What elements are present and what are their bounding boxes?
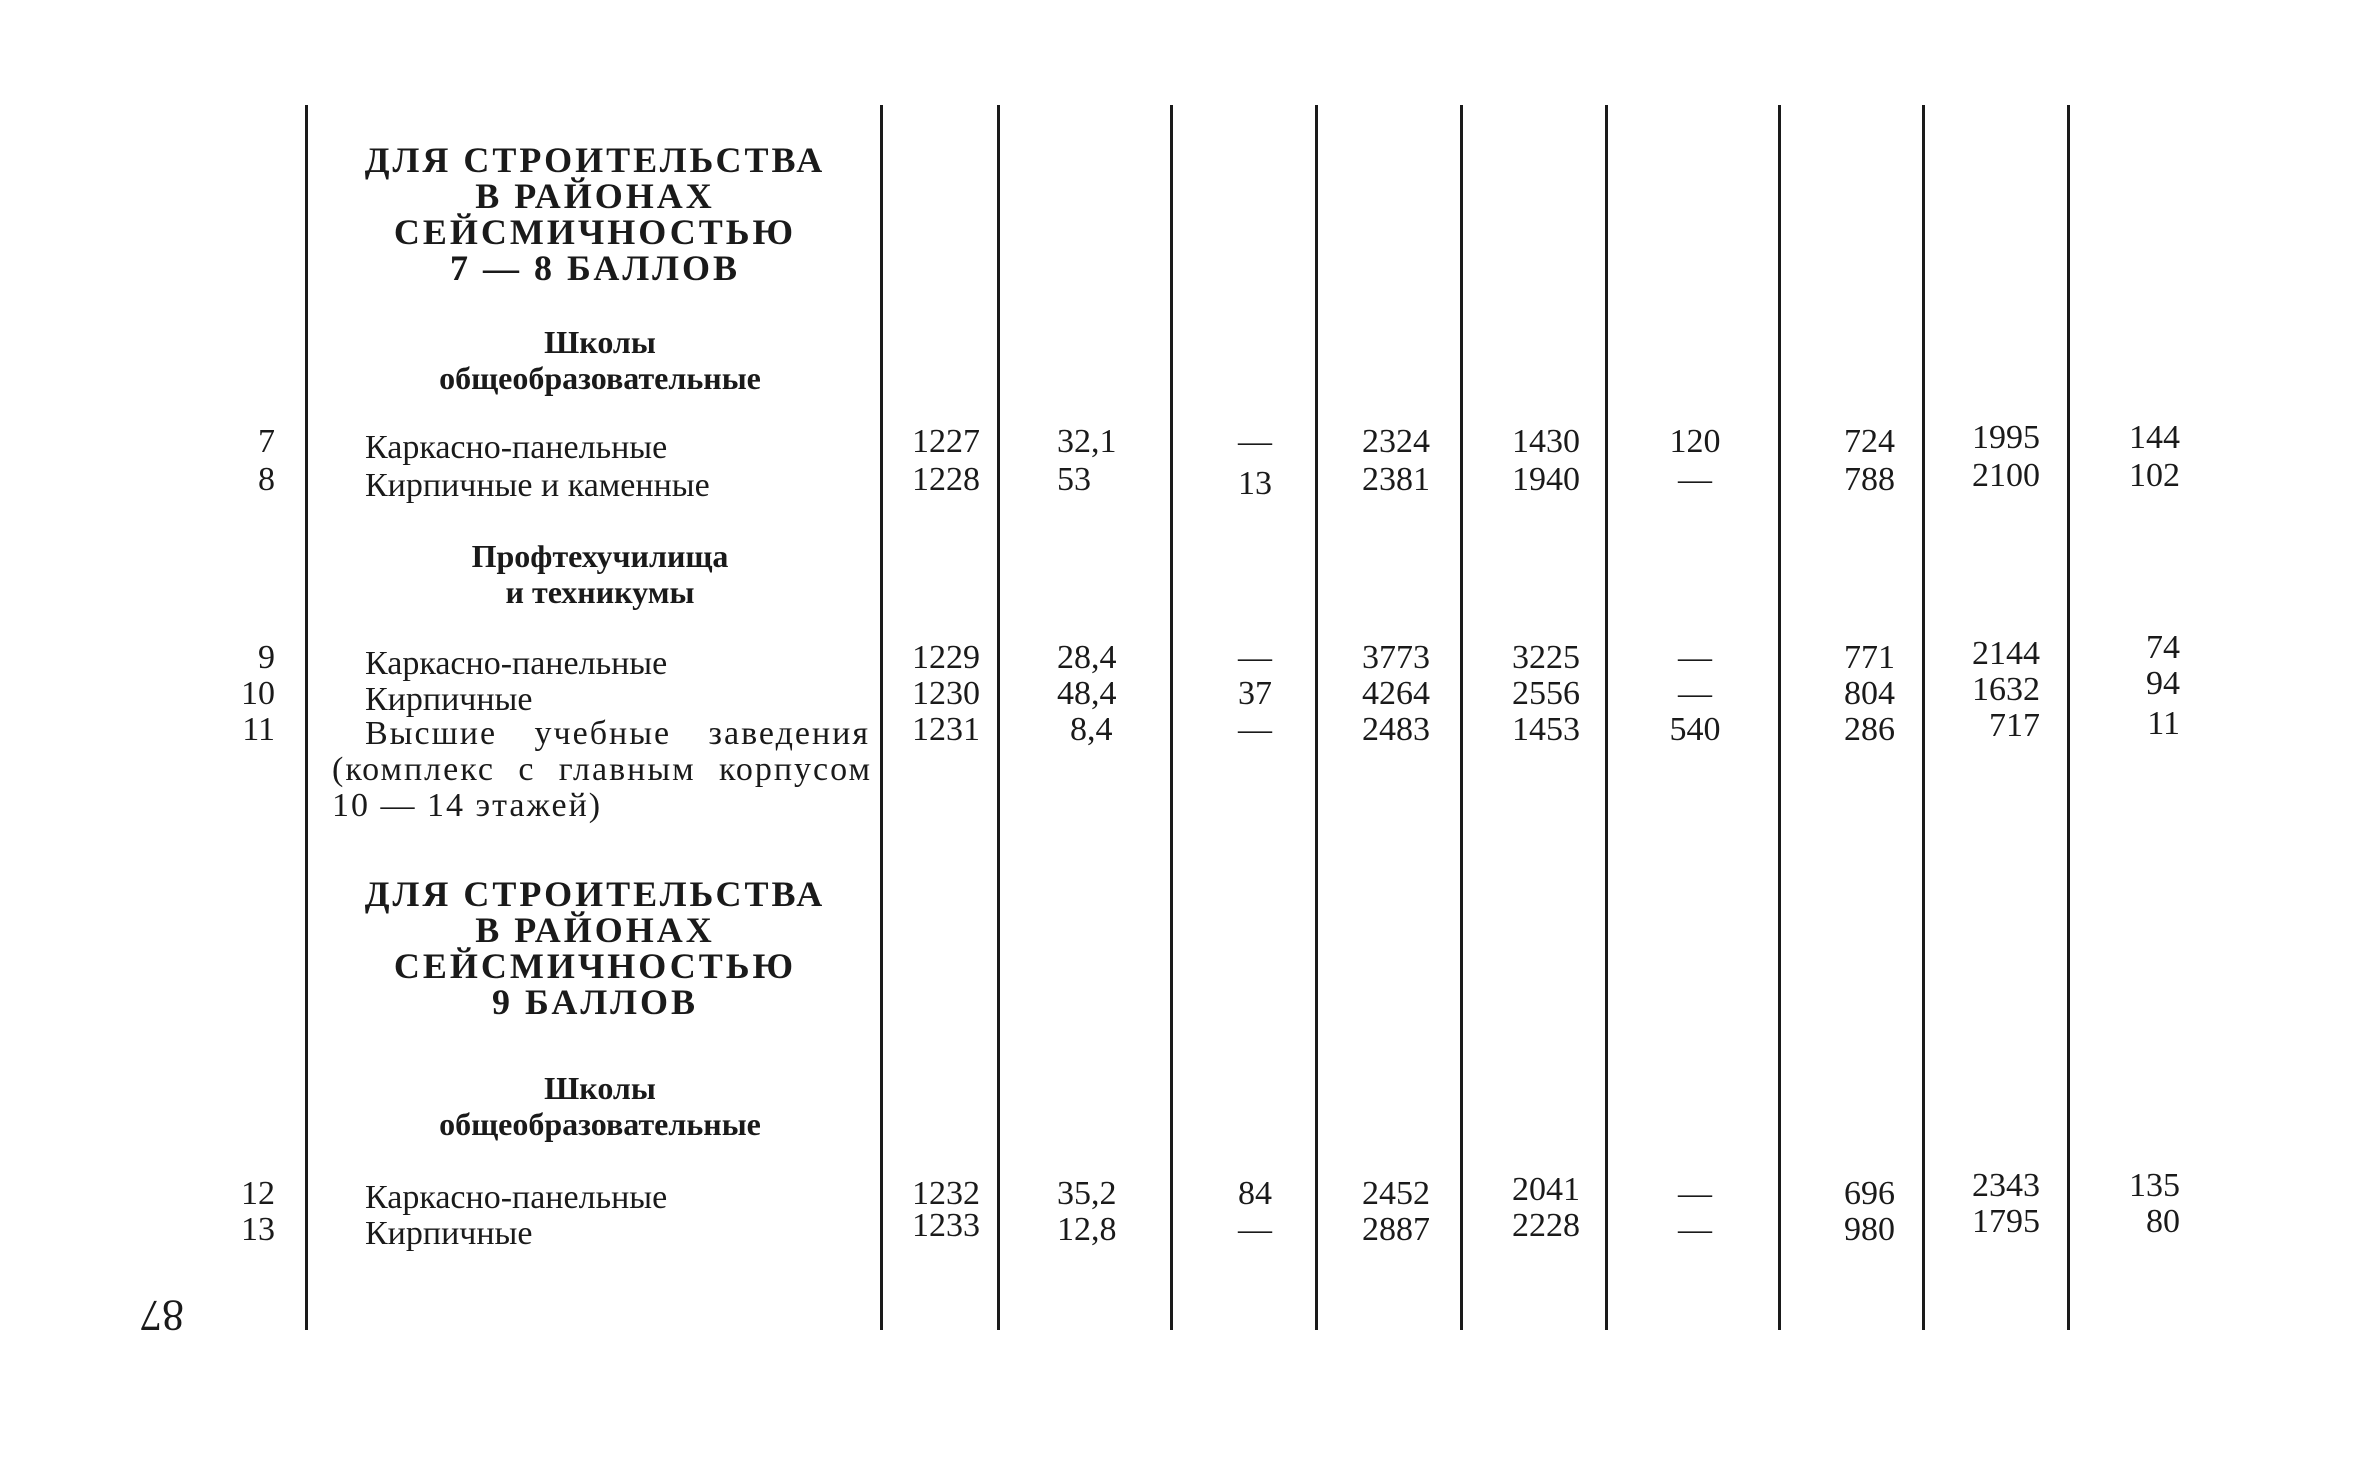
cell: — <box>1238 1211 1272 1248</box>
cell: 2100 <box>1972 457 2040 494</box>
cell: — <box>1678 639 1712 676</box>
row-name-cont: (комплекс с главным корпусом <box>332 751 872 788</box>
cell: 540 <box>1669 711 1721 748</box>
cell: — <box>1238 639 1272 676</box>
cell: 102 <box>2129 457 2180 494</box>
heading-line: ДЛЯ СТРОИТЕЛЬСТВА <box>364 140 826 180</box>
row-name: Кирпичные <box>365 681 533 718</box>
cell: 3225 <box>1512 639 1580 676</box>
cell: 696 <box>1844 1175 1895 1212</box>
table-rule <box>997 105 1000 1330</box>
row-name: Каркасно-панельные <box>365 429 668 466</box>
group-line: Профтехучилища <box>471 538 729 574</box>
cell: — <box>1238 711 1272 748</box>
cell: 80 <box>2146 1203 2180 1240</box>
group-heading <box>320 324 880 396</box>
cell: 28,4 <box>1057 639 1117 676</box>
cell: 1453 <box>1512 711 1580 748</box>
group-line: общеобразовательные <box>439 1106 761 1142</box>
cell: 771 <box>1844 639 1895 676</box>
row-number: 9 <box>258 639 275 676</box>
row-name: Кирпичные и каменные <box>365 467 710 504</box>
cell: 2483 <box>1362 711 1430 748</box>
cell: 1940 <box>1512 461 1580 498</box>
cell: 37 <box>1238 675 1272 712</box>
row-number: 12 <box>241 1175 275 1212</box>
cell: 804 <box>1844 675 1895 712</box>
cell: 1795 <box>1972 1203 2040 1240</box>
heading-line: В РАЙОНАХ <box>475 910 715 950</box>
cell: 717 <box>1989 707 2040 744</box>
cell: 13 <box>1238 465 1272 502</box>
cell: 788 <box>1844 461 1895 498</box>
cell: — <box>1678 675 1712 712</box>
cell: 1230 <box>912 675 980 712</box>
cell: 120 <box>1669 423 1721 460</box>
row-number: 7 <box>258 423 275 460</box>
group-heading <box>320 1070 880 1142</box>
cell: 48,4 <box>1057 675 1117 712</box>
cell: 74 <box>2146 629 2180 666</box>
cell: — <box>1678 1211 1712 1248</box>
cell: 1632 <box>1972 671 2040 708</box>
heading-line: В РАЙОНАХ <box>475 176 715 216</box>
cell: 8,4 <box>1070 711 1113 748</box>
cell: 1228 <box>912 461 980 498</box>
cell: 11 <box>2147 705 2180 742</box>
row-name-cont: 10 — 14 этажей) <box>332 787 603 824</box>
table-rule <box>305 105 308 1330</box>
row-name: Высшие учебные заведения <box>365 715 870 752</box>
table-rule <box>1315 105 1318 1330</box>
cell: 53 <box>1057 461 1091 498</box>
heading-line: ДЛЯ СТРОИТЕЛЬСТВА <box>364 874 826 914</box>
section-heading <box>320 876 870 1020</box>
cell: 2228 <box>1512 1207 1580 1244</box>
cell: 2887 <box>1362 1211 1430 1248</box>
cell: 4264 <box>1362 675 1430 712</box>
row-name: Каркасно-панельные <box>365 645 668 682</box>
cell: 84 <box>1238 1175 1272 1212</box>
row-name: Каркасно-панельные <box>365 1179 668 1216</box>
row-number: 8 <box>258 461 275 498</box>
heading-line: СЕЙСМИЧНОСТЬЮ <box>393 212 797 252</box>
cell: 2144 <box>1972 635 2040 672</box>
table-rule <box>1170 105 1173 1330</box>
group-line: и техникумы <box>505 574 695 610</box>
row-number: 10 <box>241 675 275 712</box>
cell: 2381 <box>1362 461 1430 498</box>
cell: 1231 <box>912 711 980 748</box>
cell: — <box>1678 1175 1712 1212</box>
cell: 1430 <box>1512 423 1580 460</box>
group-heading <box>320 538 880 610</box>
cell: 2343 <box>1972 1167 2040 1204</box>
group-line: Школы <box>544 1070 656 1106</box>
group-line: общеобразовательные <box>439 360 761 396</box>
cell: 2452 <box>1362 1175 1430 1212</box>
table-rule <box>1605 105 1608 1330</box>
cell: 2041 <box>1512 1171 1580 1208</box>
page-number: 87 <box>140 1291 184 1340</box>
section-heading <box>320 142 870 286</box>
cell: 35,2 <box>1057 1175 1117 1212</box>
cell: 3773 <box>1362 639 1430 676</box>
cell: 2324 <box>1362 423 1430 460</box>
cell: 724 <box>1844 423 1895 460</box>
cell: 1233 <box>912 1207 980 1244</box>
heading-line: 9 БАЛЛОВ <box>492 982 698 1022</box>
heading-line: 7 — 8 БАЛЛОВ <box>450 248 740 288</box>
cell: 286 <box>1844 711 1895 748</box>
cell: 1995 <box>1972 419 2040 456</box>
cell: 32,1 <box>1057 423 1117 460</box>
cell: — <box>1238 423 1272 460</box>
table-rule <box>1460 105 1463 1330</box>
cell: 94 <box>2146 665 2180 702</box>
cell: 2556 <box>1512 675 1580 712</box>
group-line: Школы <box>544 324 656 360</box>
cell: 1229 <box>912 639 980 676</box>
row-name: Кирпичные <box>365 1215 533 1252</box>
row-number: 13 <box>241 1211 275 1248</box>
cell: 980 <box>1844 1211 1895 1248</box>
cell: 144 <box>2129 419 2180 456</box>
cell: — <box>1678 461 1712 498</box>
row-number: 11 <box>242 711 275 748</box>
cell: 1227 <box>912 423 980 460</box>
heading-line: СЕЙСМИЧНОСТЬЮ <box>393 946 797 986</box>
cell: 1232 <box>912 1175 980 1212</box>
cell: 135 <box>2129 1167 2180 1204</box>
cell: 12,8 <box>1057 1211 1117 1248</box>
